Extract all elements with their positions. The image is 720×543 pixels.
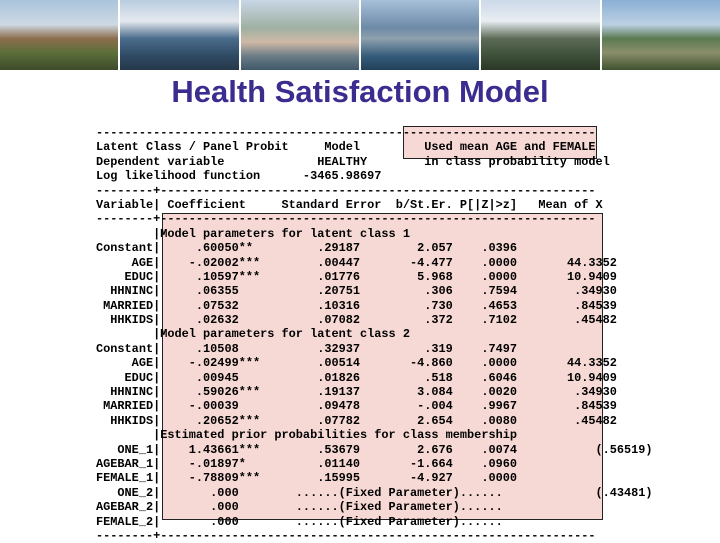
output-line: HHNINC| .06355 .20751 .306 .7594 .34930 (96, 284, 617, 299)
banner-photo (241, 0, 361, 70)
output-line: AGEBAR_2| .000 ......(Fixed Parameter)...... (96, 500, 503, 515)
output-line: HHKIDS| .02632 .07082 .372 .7102 .45482 (96, 313, 617, 328)
slide-title: Health Satisfaction Model (171, 74, 549, 109)
output-line: Dependent variable HEALTHY in class probability model (96, 154, 610, 169)
output-line: HHKIDS| .20652*** .07782 2.654 .0080 .45482 (96, 413, 617, 428)
output-line: --------+------------------------------------------------------------- (96, 212, 596, 227)
output-line: Latent Class / Panel Probit Model Used mean AGE and FEMALE (96, 140, 596, 155)
output-line: EDUC| .10597*** .01776 5.968 .0000 10.9409 (96, 269, 617, 284)
output-line: EDUC| .00945 .01826 .518 .6046 10.9409 (96, 370, 617, 385)
output-line: AGE| -.02002*** .00447 -4.477 .0000 44.3352 (96, 255, 617, 270)
output-line: Constant| .10508 .32937 .319 .7497 (96, 341, 517, 356)
output-line: AGEBAR_1| -.01897* .01140 -1.664 .0960 (96, 456, 517, 471)
output-line: Constant| .60050** .29187 2.057 .0396 (96, 241, 517, 256)
output-line: MARRIED| .07532 .10316 .730 .4653 .84539 (96, 298, 617, 313)
output-line: |Estimated prior probabilities for class membership (96, 428, 517, 443)
output-line: |Model parameters for latent class 1 (96, 226, 410, 241)
photo-banner (0, 0, 720, 70)
banner-photo (120, 0, 240, 70)
output-line: ---------------------------------------------------------------------- (96, 126, 596, 140)
banner-photo (0, 0, 120, 70)
output-line: --------+------------------------------------------------------------- (96, 183, 596, 198)
output-line: Variable| Coefficient Standard Error b/St.Er. P[|Z|>z] Mean of X (96, 197, 603, 212)
output-line: Log likelihood function -3465.98697 (96, 169, 382, 184)
output-line: MARRIED| -.00039 .09478 -.004 .9967 .84539 (96, 399, 617, 414)
output-line: ONE_1| 1.43661*** .53679 2.676 .0074 (.56519) (96, 442, 653, 457)
regression-output (96, 126, 653, 543)
banner-photo (361, 0, 481, 70)
output-line: |Model parameters for latent class 2 (96, 327, 410, 342)
output-line: AGE| -.02499*** .00514 -4.860 .0000 44.3352 (96, 356, 617, 371)
output-line: FEMALE_1| -.78809*** .15995 -4.927 .0000 (96, 471, 517, 486)
output-line: ONE_2| .000 ......(Fixed Parameter)...... (.43481) (96, 485, 653, 500)
banner-photo (602, 0, 720, 70)
output-line: FEMALE_2| .000 ......(Fixed Parameter)...... (96, 514, 503, 529)
banner-photo (481, 0, 601, 70)
output-line: HHNINC| .59026*** .19137 3.084 .0020 .34930 (96, 385, 617, 400)
output-line: --------+------------------------------------------------------------- (96, 528, 596, 543)
